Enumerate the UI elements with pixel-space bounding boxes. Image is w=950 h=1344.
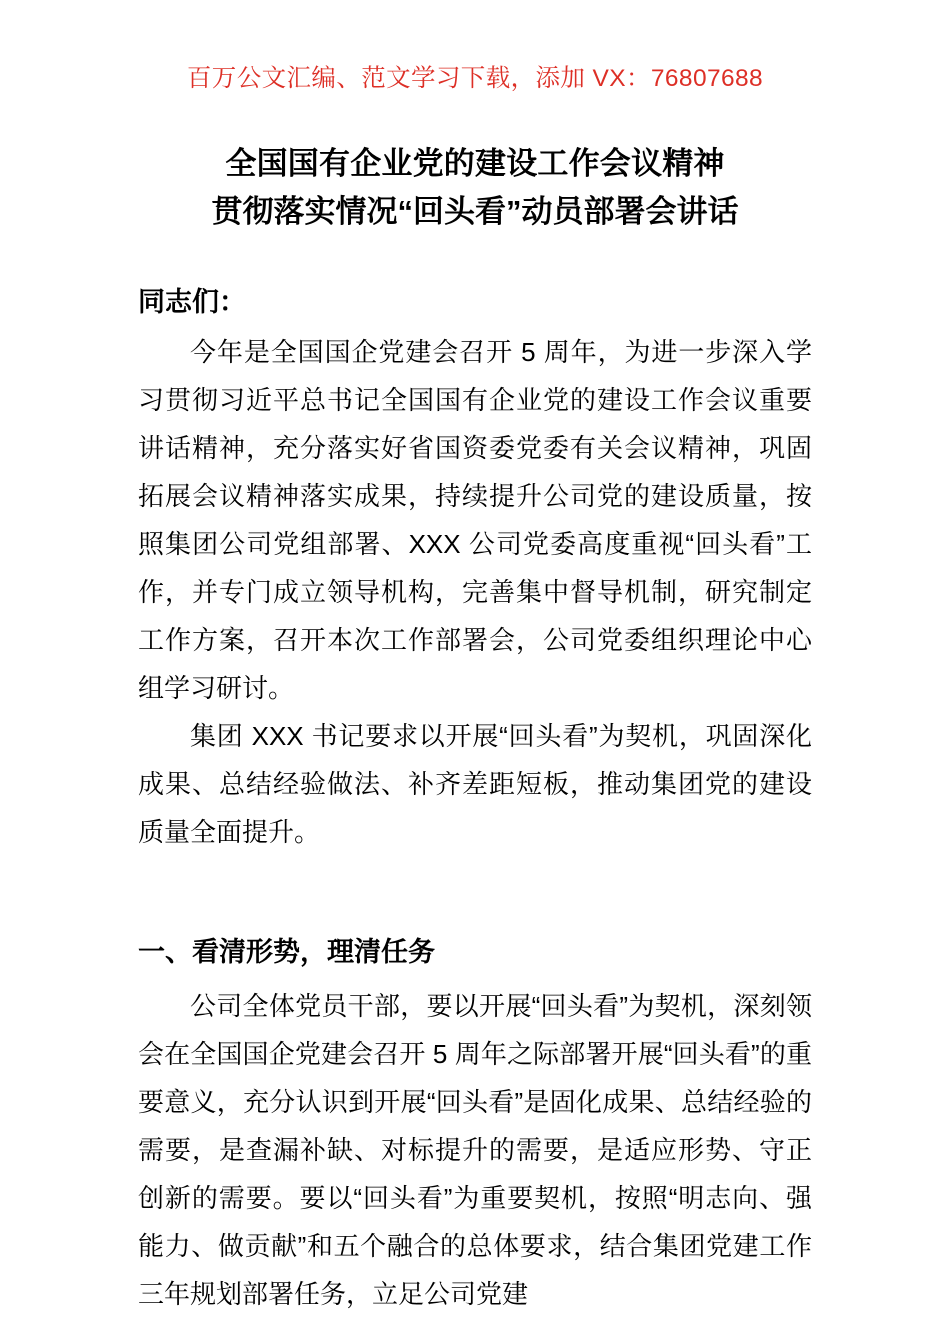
section-1-paragraph-1: 公司全体党员干部，要以开展“回头看”为契机，深刻领会在全国国企党建会召开 5 周年之际部署开展“回头看”的重要意义，充分认识到开展“回头看”是固化成果、总结经验的需要，是查漏补缺、对标提升的需要，是适应形势、守正创新的需要。要以“回头看”为重要契机，按照“明志向、强能力、做贡献”和五个融合的总体要求，结合集团党建工作三年规划部署任务，立足公司党建 (138, 991, 812, 1309)
body-paragraph-2: 集团 XXX 书记要求以开展“回头看”为契机，巩固深化成果、总结经验做法、补齐差距短板，推动集团党的建设质量全面提升。 (138, 721, 812, 847)
salutation: 同志们： (138, 287, 246, 317)
promo-watermark-text: 百万公文汇编、范文学习下载，添加 VX：76807688 (186, 65, 764, 92)
document-content (138, 0, 812, 1318)
document-title-line-1: 全国国有企业党的建设工作会议精神 (225, 146, 725, 181)
document-title-line-2: 贯彻落实情况“回头看”动员部署会讲话 (211, 194, 739, 229)
section-heading-1: 一、看清形势，理清任务 (138, 937, 435, 967)
body-paragraph-1: 今年是全国国企党建会召开 5 周年，为进一步深入学习贯彻习近平总书记全国国有企业党的建设工作会议重要讲话精神，充分落实好省国资委党委有关会议精神，巩固拓展会议精神落实成果，持续提升公司党的建设质量，按照集团公司党组部署、XXX 公司党委高度重视“回头看”工作，并专门成立领导机构，完善集中督导机制，研究制定工作方案，召开本次工作部署会，公司党委组织理论中心组学习研讨。 (138, 337, 812, 703)
document-title (138, 0, 812, 236)
